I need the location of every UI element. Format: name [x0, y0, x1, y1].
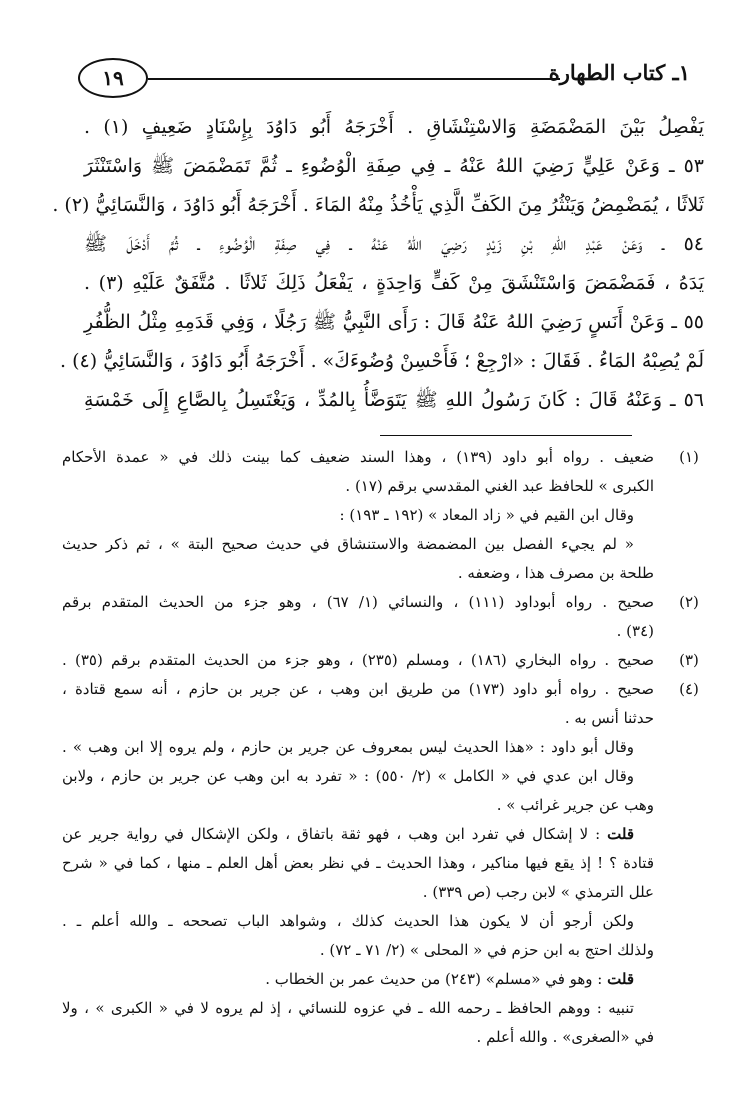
footnote-line: الكبرى » للحافظ عبد الغني المقدسي برقم (١٧) . [345, 477, 654, 495]
footnote-line: تنبيه : ووهم الحافظ ـ رحمه الله ـ في عزوه للنسائي ، إذ لم يروه لا في « الكبرى » ، ولا [62, 999, 634, 1017]
footnote-divider [380, 435, 632, 436]
footnote-line: وهب عن جرير غرائب » . [496, 796, 654, 814]
main-text-line: لَمْ يُصِبْهُ المَاءُ . فَقَالَ : «ارْجِعْ ؛ فَأَحْسِنْ وُضُوءَكَ» . أَخْرَجَهُ أَبُو دَاوُدَ ، وَالنَّسَائِيُّ (٤) . [60, 350, 704, 372]
footnote-line: وقال ابن القيم في « زاد المعاد » (١٩٢ ـ ١٩٣) : [339, 506, 634, 524]
main-text-line: يَدَهُ ، فَمَضْمَضَ وَاسْتَنْشَقَ مِنْ كَفٍّ وَاحِدَةٍ ، يَفْعَلُ ذَلِكَ ثَلاثًا . مُتَّفَقٌ عَلَيْهِ (٣) . [84, 272, 704, 294]
main-text-line: ٥٣ ـ وَعَنْ عَلِيٍّ رَضِيَ اللهُ عَنْهُ ـ فِي صِفَةِ الْوُضُوءِ ـ ثُمَّ تَمَضْمَضَ ﷺ وَاسْتَنْثَرَ [84, 155, 704, 177]
footnote [62, 675, 712, 1052]
page-number-oval [78, 58, 148, 98]
main-text-line: ٥٤ ـ وَعَنْ عَبْدِ اللهِ بْنِ زَيْدٍ رَضِيَ اللهُ عَنْهُ ـ فِي صِفَةِ الْوُضُوءِ ـ ثُمَّ أَدْخَلَ ﷺ [84, 233, 704, 255]
footnotes [62, 443, 712, 1052]
chapter-title: ١ـ كتاب الطهارة [548, 60, 690, 85]
footnote-line: ولكن أرجو أن لا يكون هذا الحديث كذلك ، وشواهد الباب تصححه ـ والله أعلم ـ . [62, 912, 634, 930]
footnote-line: قلت : وهو في «مسلم» (٢٤٣) من حديث عمر بن الخطاب . [265, 970, 634, 988]
footnote-line: قلت : لا إشكال في تفرد ابن وهب ، فهو ثقة باتفاق ، ولكن الإشكال في رواية جرير عن [62, 825, 634, 843]
main-text-line: يَفْصِلُ بَيْنَ المَضْمَضَةِ وَالاسْتِنْشَاقِ . أَخْرَجَهُ أَبُو دَاوُدَ بِإِسْنَادٍ ضَعِيفٍ (١) . [84, 116, 704, 138]
footnote-line: طلحة بن مصرف هذا ، وضعفه . [457, 564, 654, 582]
keyword-label: قلت [607, 825, 634, 843]
footnote-line: علل الترمذي » لابن رجب (ص ٣٣٩) . [422, 883, 654, 901]
footnote-number: (٤) [679, 680, 699, 698]
footnote-line: قتادة ؟ ! إذ يقع فيها مناكير ، وهذا الحديث ـ في نظر بعض أهل العلم ـ منها ، كما في « شرح [62, 854, 654, 872]
footnote [62, 588, 712, 646]
footnote-number: (٣) [679, 651, 699, 669]
keyword-label: قلت [607, 970, 634, 988]
main-text-line: ٥٥ ـ وَعَنْ أَنَسٍ رَضِيَ اللهُ عَنْهُ قَالَ : رَأَى النَّبِيُّ ﷺ رَجُلًا ، وَفِي قَدَمِهِ مِثْلُ الظُّفُرِ [84, 311, 704, 333]
footnote-line: ولذلك احتج به ابن حزم في « المحلى » (٢/ ٧١ ـ ٧٢) . [319, 941, 654, 959]
footnote-line: وقال أبو داود : «هذا الحديث ليس بمعروف عن جرير بن حازم ، ولم يروه إلا ابن وهب » . [62, 738, 634, 756]
footnote-line: حدثنا أنس به . [564, 709, 654, 727]
footnote-line: صحيح . رواه البخاري (١٨٦) ، ومسلم (٢٣٥) ، وهو جزء من الحديث المتقدم برقم (٣٥) . [62, 651, 654, 669]
header-rule [148, 78, 560, 80]
footnote-number: (٢) [679, 593, 699, 611]
main-text-line: ثَلاثًا ، يُمَضْمِضُ وَيَنْثُرُ مِنَ الكَفِّ الَّذِي يَأْخُذُ مِنْهُ المَاءَ . أَخْرَجَهُ أَبُو دَاوُدَ ، وَالنَّسَائِيُّ (٢) . [52, 194, 704, 216]
footnote-line: (٣٤) . [616, 622, 654, 640]
page-header [78, 56, 690, 100]
footnote-line: صحيح . رواه أبو داود (١٧٣) من طريق ابن وهب ، عن جرير بن حازم ، أنه سمع قتادة ، [62, 680, 654, 698]
footnote-line: « لم يجيء الفصل بين المضمضة والاستنشاق في حديث صحيح البتة » ، ثم ذكر حديث [62, 535, 634, 553]
footnote-line: وقال ابن عدي في « الكامل » (٢/ ٥٥٠) : « تفرد به ابن وهب عن جرير بن حازم ، ولابن [62, 767, 634, 785]
main-text-line: ٥٦ ـ وَعَنْهُ قَالَ : كَانَ رَسُولُ اللهِ ﷺ يَتَوَضَّأُ بِالمُدِّ ، وَيَغْتَسِلُ بِالصَّاعِ إِلَى خَمْسَةِ [84, 389, 704, 411]
footnote-line: صحيح . رواه أبوداود (١١١) ، والنسائي (١/ ٦٧) ، وهو جزء من الحديث المتقدم برقم [62, 593, 654, 611]
footnote-number: (١) [679, 448, 699, 466]
page-number: ١٩ [102, 66, 124, 90]
footnote-line: ضعيف . رواه أبو داود (١٣٩) ، وهذا السند ضعيف كما بينت ذلك في « عمدة الأحكام [62, 448, 654, 466]
main-text [52, 108, 704, 420]
footnote [62, 646, 712, 675]
footnote [62, 443, 712, 588]
footnote-line: في «الصغرى» . والله أعلم . [476, 1028, 654, 1046]
